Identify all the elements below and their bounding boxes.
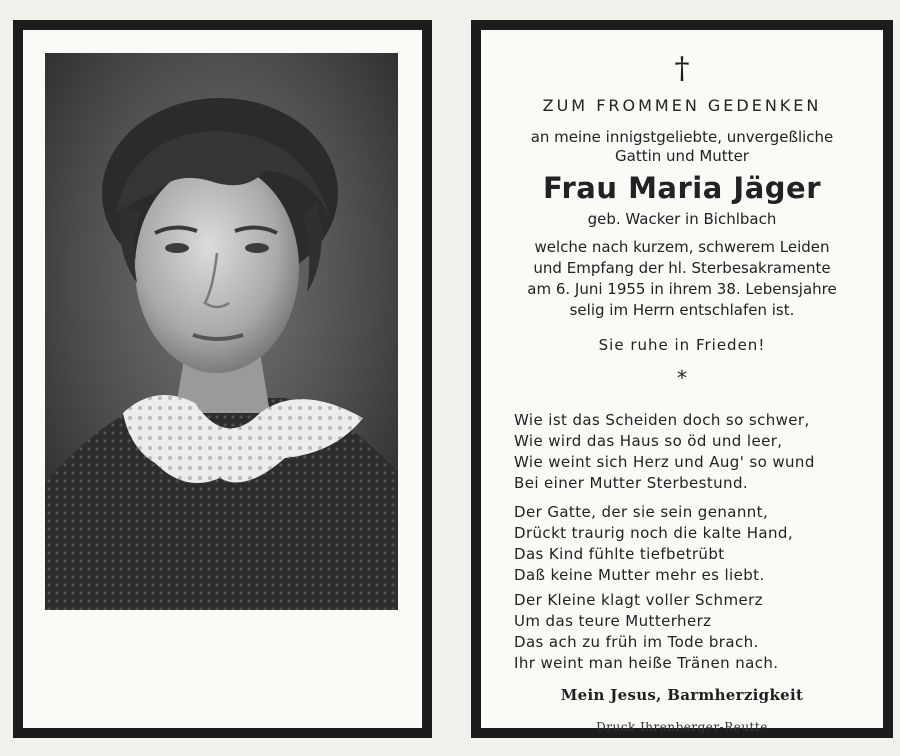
- printer-credit: Druck Ihrenberger-Reutte: [596, 720, 768, 734]
- poem-line: Das ach zu früh im Tode brach.: [514, 633, 759, 651]
- memorial-card-left: [13, 20, 432, 738]
- portrait-illustration: [45, 53, 398, 610]
- asterisk-separator: *: [677, 366, 687, 390]
- intro-line: an meine innigstgeliebte, unvergeßliche: [530, 128, 834, 146]
- poem-line: Der Kleine klagt voller Schmerz: [514, 591, 763, 609]
- poem-line: Ihr weint man heiße Tränen nach.: [514, 654, 779, 672]
- deceased-name: Frau Maria Jäger: [543, 171, 821, 205]
- memorial-heading: ZUM FROMMEN GEDENKEN: [542, 96, 822, 115]
- portrait-photo: [45, 53, 398, 610]
- poem-line: Daß keine Mutter mehr es liebt.: [514, 566, 765, 584]
- card-right-inner: [481, 30, 883, 734]
- memorial-card-right: [471, 20, 893, 738]
- death-notice: [481, 237, 883, 321]
- poem-line: Um das teure Mutterherz: [514, 612, 712, 630]
- closing-prayer: Mein Jesus, Barmherzigkeit: [560, 686, 804, 704]
- poem-stanza-1: [514, 410, 873, 494]
- death-notice-line: welche nach kurzem, schwerem Leiden: [534, 238, 830, 256]
- poem-line: Wie weint sich Herz und Aug' so wund: [514, 453, 815, 471]
- death-notice-line: am 6. Juni 1955 in ihrem 38. Lebensjahre: [527, 280, 837, 298]
- death-notice-line: und Empfang der hl. Sterbesakramente: [533, 259, 831, 277]
- poem-line: Wie ist das Scheiden doch so schwer,: [514, 411, 810, 429]
- poem-stanza-3: [514, 590, 873, 674]
- rest-in-peace: Sie ruhe in Frieden!: [598, 336, 766, 354]
- cross-icon: †: [674, 51, 690, 86]
- intro-line: Gattin und Mutter: [615, 146, 749, 165]
- poem-stanza-2: [514, 502, 873, 586]
- death-notice-line: selig im Herrn entschlafen ist.: [569, 301, 795, 319]
- poem-line: Das Kind fühlte tiefbetrübt: [514, 545, 725, 563]
- poem-line: Wie wird das Haus so öd und leer,: [514, 432, 783, 450]
- poem-line: Drückt traurig noch die kalte Hand,: [514, 524, 793, 542]
- birth-name: geb. Wacker in Bichlbach: [587, 210, 777, 228]
- poem-line: Bei einer Mutter Sterbestund.: [514, 474, 749, 492]
- card-left-inner: [23, 30, 422, 728]
- intro-text: [481, 128, 883, 166]
- poem-line: Der Gatte, der sie sein genannt,: [514, 503, 769, 521]
